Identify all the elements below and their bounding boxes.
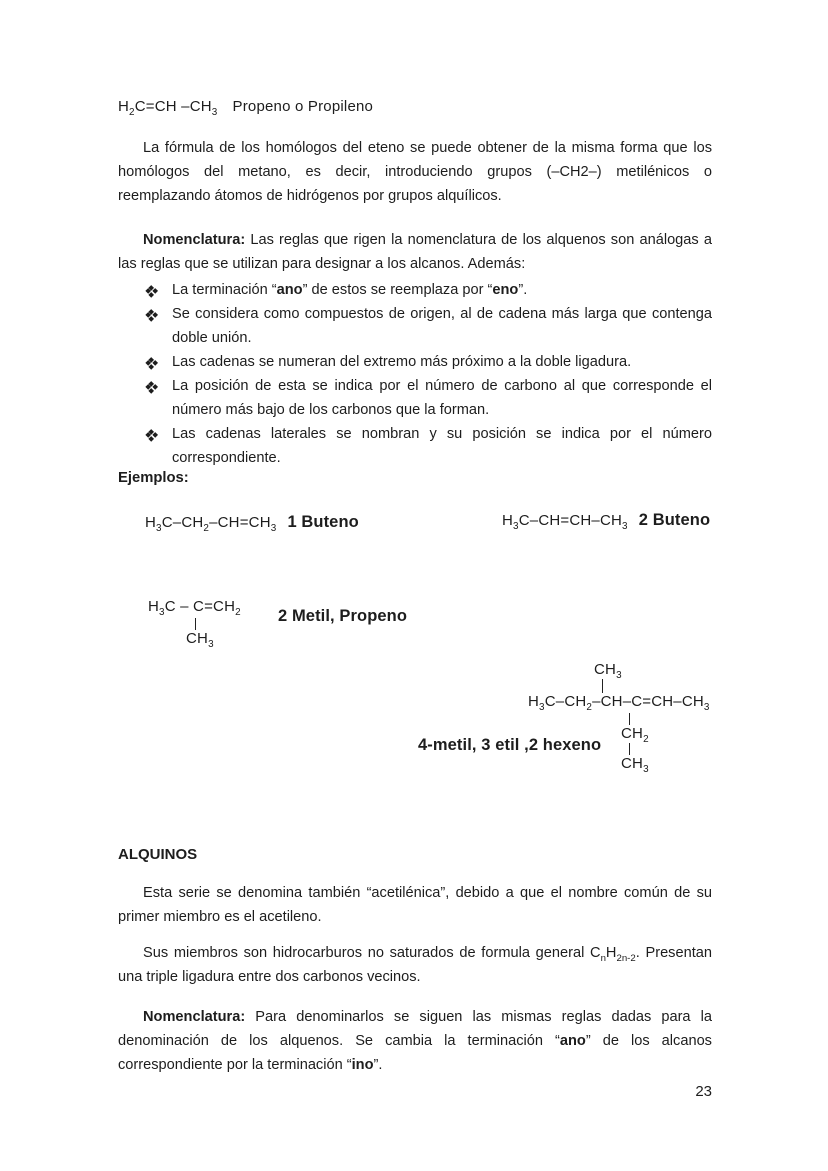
list-item-text: Se considera como compuestos de origen, al de cadena más larga que contenga doble unión. (172, 306, 712, 346)
hexeno-chain: $H_3C-CH_2-CH-C=CH-CH_3$ (528, 693, 710, 713)
diamond-bullet-icon (146, 374, 172, 422)
diamond-bullet-icon (146, 422, 172, 470)
example-2-buteno (502, 511, 710, 530)
bond-line (195, 618, 196, 630)
hexeno-label: 4-metil, 3 etil ,2 hexeno (418, 736, 602, 754)
metil-propeno-formula: $H_3C - C=CH_2$ (148, 598, 241, 618)
example-1-buteno (145, 513, 359, 532)
metil-propeno-label: 2 Metil, Propeno (278, 607, 408, 625)
list-item-text: Las cadenas se numeran del extremo más próximo a la doble ligadura. (172, 354, 632, 370)
list-item (146, 302, 712, 350)
hexeno-branch-ch2: $CH_2$ (621, 725, 649, 745)
list-item-text: La terminación “ano” de estos se reemplaza por “eno”. (172, 282, 528, 298)
hexeno-top-methyl: $CH_3$ (594, 661, 622, 681)
list-item (146, 350, 712, 374)
diamond-bullet-icon (146, 350, 172, 374)
metil-propeno-structure (148, 598, 268, 648)
list-item (146, 278, 712, 302)
bond-line (602, 679, 603, 693)
paragraph-nomenclatura-alquinos: Nomenclatura: Para denominarlos se siguen las mismas reglas dadas para la denominación de los alquenos. Se cambia la terminación “ano” de los alcanos correspondiente por la terminación “ino”. (118, 1009, 712, 1073)
hexeno-branch-ch3: $CH_3$ (621, 755, 649, 775)
bond-line (629, 743, 630, 755)
hexeno-structure (528, 661, 713, 773)
paragraph-acetilenica: Esta serie se denomina también “acetilénica”, debido a que el nombre común de su primer miembro es el acetileno. (118, 885, 712, 925)
alquinos-heading: ALQUINOS (118, 846, 198, 863)
propene-name: Propeno o Propileno (232, 98, 374, 115)
butene1-label: 1 Buteno (287, 513, 359, 531)
butene1-formula: $H_3C-CH_2-CH=CH_3$ (145, 514, 277, 534)
list-item-text: La posición de esta se indica por el número de carbono al que corresponde el número más bajo de los carbonos que la forman. (172, 378, 712, 418)
diamond-bullet-icon (146, 278, 172, 302)
butene2-label: 2 Buteno (638, 511, 711, 529)
bond-line (629, 713, 630, 725)
diamond-bullet-icon (146, 302, 172, 350)
butene2-formula: $H_3C-CH=CH-CH_3$ (502, 512, 628, 532)
list-item-text: Las cadenas laterales se nombran y su posición se indica por el número correspondiente. (172, 426, 712, 466)
paragraph-nomenclatura-alquenos: Nomenclatura: Las reglas que rigen la nomenclatura de los alquenos son análogas a las reglas que se utilizan para designar a los alcanos. Además: (118, 232, 712, 272)
ejemplos-heading: Ejemplos: (118, 470, 189, 486)
intro-formula-line (118, 98, 374, 118)
list-item (146, 422, 712, 470)
propene-formula: $H_2C=CH$ $-CH_3$ (118, 98, 218, 118)
rules-list (146, 278, 712, 470)
paragraph-homologos: La fórmula de los homólogos del eteno se puede obtener de la misma forma que los homólogos del metano, es decir, introduciendo grupos (–CH2–) metilénicos o reemplazando átomos de hidrógenos por grupos alquílicos. (118, 140, 712, 204)
paragraph-formula-general: Sus miembros son hidrocarburos no saturados de formula general $C_nH_{2n-2}$. Presentan una triple ligadura entre dos carbonos vecinos. (118, 945, 712, 985)
metil-propeno-substituent: $CH_3$ (186, 630, 214, 650)
page-number: 23 (695, 1083, 712, 1100)
list-item (146, 374, 712, 422)
